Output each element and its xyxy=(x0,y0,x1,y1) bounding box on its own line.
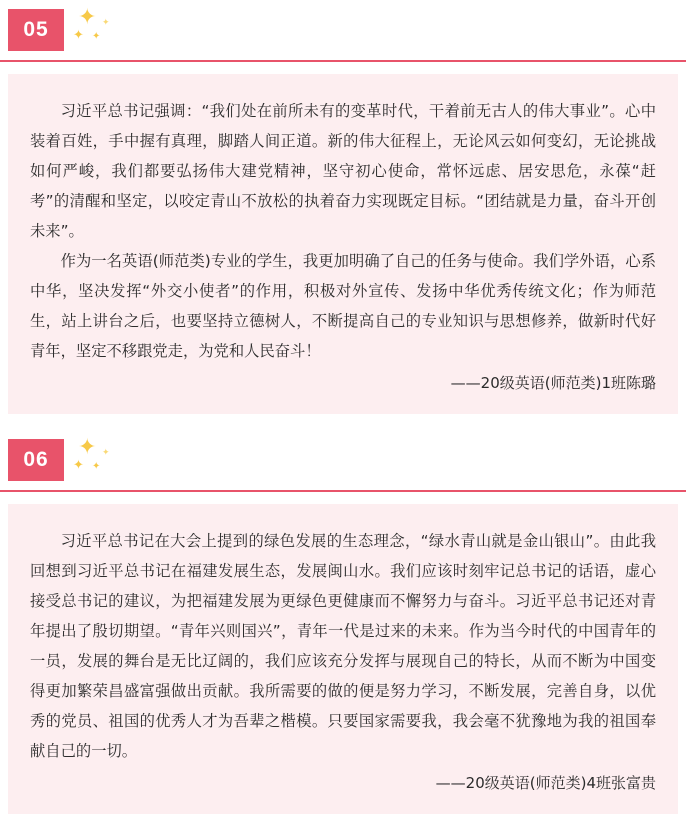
sparkle-medium-icon: ✦ xyxy=(73,457,84,472)
sparkle-medium-icon: ✦ xyxy=(73,27,84,42)
author-signature: ——20级英语(师范类)1班陈璐 xyxy=(450,374,656,392)
content-card-06 xyxy=(8,504,678,814)
sparkle-tiny-icon: ✦ xyxy=(102,17,110,27)
sparkle-decoration xyxy=(72,4,132,52)
paragraph: 作为一名英语(师范类)专业的学生，我更加明确了自己的任务与使命。我们学外语，心系中华，坚决发挥“外交小使者”的作用，积极对外宣传、发扬中华优秀传统文化；作为师范生，站上讲台之后，也要坚持立德树人，不断提高自己的专业知识与思想修养，做新时代好青年，坚定不移跟党走，为党和人民奋斗！ xyxy=(30,252,656,360)
paragraph: 习近平总书记强调：“我们处在前所未有的变革时代，干着前无古人的伟大事业”。心中装着百姓，手中握有真理，脚踏人间正道。新的伟大征程上，无论风云如何变幻，无论挑战如何严峻，我们都要弘扬伟大建党精神，坚守初心使命，常怀远虑、居安思危，永葆“赶考”的清醒和坚定，以咬定青山不放松的执着奋力实现既定目标。“团结就是力量，奋斗开创未来”。 xyxy=(30,102,656,240)
section-number-badge: 06 xyxy=(8,439,64,481)
sparkle-decoration xyxy=(72,434,132,482)
section-header-06 xyxy=(0,430,686,492)
content-card-05 xyxy=(8,74,678,414)
sparkle-large-icon: ✦ xyxy=(78,4,97,29)
section-06 xyxy=(0,430,686,814)
sparkle-small-icon: ✦ xyxy=(92,461,101,472)
sparkle-small-icon: ✦ xyxy=(92,31,101,42)
section-number-badge: 05 xyxy=(8,9,64,51)
section-spacer xyxy=(0,414,686,430)
section-header-05 xyxy=(0,0,686,62)
sparkle-large-icon: ✦ xyxy=(78,434,97,459)
sparkle-tiny-icon: ✦ xyxy=(102,447,110,457)
author-signature: ——20级英语(师范类)4班张富贵 xyxy=(435,774,656,792)
paragraph: 习近平总书记在大会上提到的绿色发展的生态理念，“绿水青山就是金山银山”。由此我回想到习近平总书记在福建发展生态，发展闽山水。我们应该时刻牢记总书记的话语，虚心接受总书记的建议，为把福建发展为更绿色更健康而不懈努力与奋斗。习近平总书记还对青年提出了殷切期望。“青年兴则国兴”，青年一代是过来的未来。作为当今时代的中国青年的一员，发展的舞台是无比辽阔的，我们应该充分发挥与展现自己的特长，从而不断为中国变得更加繁荣昌盛富强做出贡献。我所需要的做的便是努力学习，不断发展，完善自身，以优秀的党员、祖国的优秀人才为吾辈之楷模。只要国家需要我，我会毫不犹豫地为我的祖国奉献自己的一切。 xyxy=(30,532,656,760)
